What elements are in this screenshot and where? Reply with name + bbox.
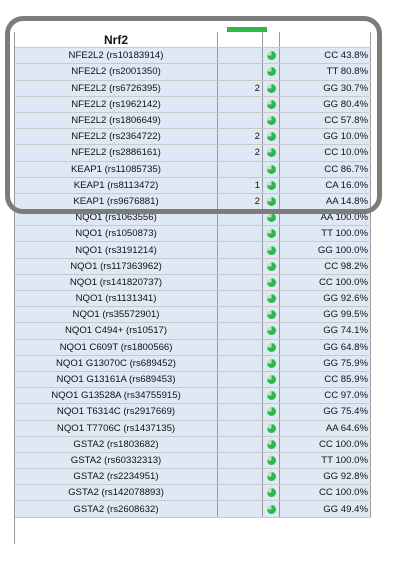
genotype-frequency-cell[interactable]: GG 75.4% <box>280 404 371 420</box>
snp-name-cell[interactable]: GSTA2 (rs2608632) <box>15 501 218 517</box>
genotype-frequency-cell[interactable]: AA 64.6% <box>280 420 371 436</box>
risk-count-cell[interactable] <box>218 274 263 290</box>
pie-chart-icon <box>267 310 276 319</box>
pie-icon-cell <box>263 112 280 128</box>
snp-name-cell[interactable]: NQO1 (rs141820737) <box>15 274 218 290</box>
gene-group-title: Nrf2 <box>15 32 218 48</box>
snp-name-cell[interactable]: NQO1 C609T (rs1800566) <box>15 339 218 355</box>
table-row[interactable] <box>15 291 371 307</box>
genotype-frequency-cell[interactable]: CC 57.8% <box>280 112 371 128</box>
table-row[interactable] <box>15 48 371 64</box>
risk-count-cell[interactable] <box>218 404 263 420</box>
snp-name-cell[interactable]: GSTA2 (rs1803682) <box>15 436 218 452</box>
snp-name-cell[interactable]: NQO1 (rs35572901) <box>15 307 218 323</box>
risk-count-cell[interactable] <box>218 388 263 404</box>
risk-count-cell[interactable] <box>218 452 263 468</box>
genotype-frequency-cell[interactable]: GG 74.1% <box>280 323 371 339</box>
table-row[interactable] <box>15 161 371 177</box>
pie-icon-cell <box>263 307 280 323</box>
genotype-frequency-cell[interactable]: CC 43.8% <box>280 48 371 64</box>
table-row[interactable] <box>15 436 371 452</box>
table-row[interactable] <box>15 210 371 226</box>
pie-icon-cell <box>263 177 280 193</box>
table-row[interactable] <box>15 129 371 145</box>
pie-icon-cell <box>263 420 280 436</box>
snp-name-cell[interactable]: GSTA2 (rs142078893) <box>15 485 218 501</box>
snp-name-cell[interactable]: NQO1 T7706C (rs1437135) <box>15 420 218 436</box>
genotype-frequency-cell[interactable]: CC 100.0% <box>280 436 371 452</box>
genotype-frequency-cell[interactable]: GG 64.8% <box>280 339 371 355</box>
header-icon-cell <box>263 32 280 48</box>
snp-name-cell[interactable]: NQO1 (rs1131341) <box>15 291 218 307</box>
genotype-frequency-cell[interactable]: GG 30.7% <box>280 80 371 96</box>
table-row[interactable] <box>15 388 371 404</box>
pie-chart-icon <box>267 424 276 433</box>
genotype-frequency-cell[interactable]: CC 100.0% <box>280 485 371 501</box>
pie-icon-cell <box>263 48 280 64</box>
risk-count-cell[interactable]: 2 <box>218 80 263 96</box>
genotype-frequency-cell[interactable]: CC 85.9% <box>280 371 371 387</box>
snp-name-cell[interactable]: NFE2L2 (rs2001350) <box>15 64 218 80</box>
risk-count-cell[interactable] <box>218 242 263 258</box>
snp-name-cell[interactable]: NFE2L2 (rs1806649) <box>15 112 218 128</box>
pie-icon-cell <box>263 258 280 274</box>
genotype-frequency-cell[interactable]: GG 80.4% <box>280 96 371 112</box>
pie-icon-cell <box>263 242 280 258</box>
risk-count-cell[interactable] <box>218 485 263 501</box>
risk-count-cell[interactable] <box>218 323 263 339</box>
genotype-frequency-cell[interactable]: CC 97.0% <box>280 388 371 404</box>
risk-count-cell[interactable] <box>218 48 263 64</box>
pie-chart-icon <box>267 262 276 271</box>
table-row[interactable] <box>15 371 371 387</box>
pie-chart-icon <box>267 84 276 93</box>
risk-count-cell[interactable] <box>218 436 263 452</box>
pie-icon-cell <box>263 193 280 209</box>
pie-chart-icon <box>267 326 276 335</box>
pie-chart-icon <box>267 67 276 76</box>
pie-chart-icon <box>267 213 276 222</box>
snp-name-cell[interactable]: GSTA2 (rs2234951) <box>15 469 218 485</box>
pie-chart-icon <box>267 165 276 174</box>
pie-icon-cell <box>263 145 280 161</box>
snp-name-cell[interactable]: NQO1 (rs1050873) <box>15 226 218 242</box>
pie-icon-cell <box>263 371 280 387</box>
genotype-frequency-cell[interactable]: GG 99.5% <box>280 307 371 323</box>
snp-name-cell[interactable]: NFE2L2 (rs10183914) <box>15 48 218 64</box>
snp-name-cell[interactable]: NFE2L2 (rs2364722) <box>15 129 218 145</box>
pie-icon-cell <box>263 436 280 452</box>
risk-count-cell[interactable] <box>218 64 263 80</box>
pie-chart-icon <box>267 472 276 481</box>
snp-table <box>15 32 371 518</box>
pie-chart-icon <box>267 181 276 190</box>
pie-icon-cell <box>263 96 280 112</box>
snp-name-cell[interactable]: NQO1 C494+ (rs10517) <box>15 323 218 339</box>
risk-count-cell[interactable] <box>218 96 263 112</box>
pie-icon-cell <box>263 388 280 404</box>
genotype-frequency-cell[interactable]: GG 92.6% <box>280 291 371 307</box>
genotype-frequency-cell[interactable]: CA 16.0% <box>280 177 371 193</box>
genotype-frequency-cell[interactable]: CC 86.7% <box>280 161 371 177</box>
risk-count-cell[interactable] <box>218 161 263 177</box>
risk-count-cell[interactable] <box>218 291 263 307</box>
pie-icon-cell <box>263 501 280 517</box>
risk-count-cell[interactable] <box>218 469 263 485</box>
risk-count-cell[interactable] <box>218 307 263 323</box>
table-row[interactable] <box>15 307 371 323</box>
pie-chart-icon <box>267 246 276 255</box>
pie-chart-icon <box>267 51 276 60</box>
genotype-frequency-cell[interactable]: GG 49.4% <box>280 501 371 517</box>
table-row[interactable] <box>15 258 371 274</box>
risk-count-cell[interactable]: 2 <box>218 129 263 145</box>
risk-count-cell[interactable] <box>218 371 263 387</box>
risk-count-cell[interactable]: 2 <box>218 193 263 209</box>
snp-name-cell[interactable]: NQO1 (rs1063556) <box>15 210 218 226</box>
snp-name-cell[interactable]: GSTA2 (rs60332313) <box>15 452 218 468</box>
genotype-frequency-cell[interactable]: TT 100.0% <box>280 452 371 468</box>
pie-chart-icon <box>267 116 276 125</box>
snp-name-cell[interactable]: KEAP1 (rs9676881) <box>15 193 218 209</box>
pie-icon-cell <box>263 485 280 501</box>
snp-name-cell[interactable]: NFE2L2 (rs1962142) <box>15 96 218 112</box>
genotype-frequency-cell[interactable]: AA 100.0% <box>280 210 371 226</box>
genotype-frequency-cell[interactable]: CC 98.2% <box>280 258 371 274</box>
table-row[interactable] <box>15 226 371 242</box>
table-row[interactable] <box>15 452 371 468</box>
genotype-frequency-cell[interactable]: CC 10.0% <box>280 145 371 161</box>
pie-icon-cell <box>263 64 280 80</box>
pie-chart-icon <box>267 505 276 514</box>
pie-icon-cell <box>263 129 280 145</box>
header-genotype-cell <box>280 32 371 48</box>
table-row[interactable] <box>15 193 371 209</box>
table-row[interactable] <box>15 80 371 96</box>
snp-name-cell[interactable]: NFE2L2 (rs2886161) <box>15 145 218 161</box>
pie-chart-icon <box>267 391 276 400</box>
pie-chart-icon <box>267 278 276 287</box>
genotype-frequency-cell[interactable]: GG 10.0% <box>280 129 371 145</box>
pie-icon-cell <box>263 291 280 307</box>
risk-count-cell[interactable] <box>218 210 263 226</box>
pie-chart-icon <box>267 343 276 352</box>
pie-chart-icon <box>267 488 276 497</box>
risk-count-cell[interactable] <box>218 339 263 355</box>
genotype-frequency-cell[interactable]: AA 14.8% <box>280 193 371 209</box>
pie-icon-cell <box>263 339 280 355</box>
pie-icon-cell <box>263 161 280 177</box>
table-row[interactable] <box>15 242 371 258</box>
snp-name-cell[interactable]: NQO1 (rs3191214) <box>15 242 218 258</box>
snp-name-cell[interactable]: NQO1 G13528A (rs34755915) <box>15 388 218 404</box>
pie-chart-icon <box>267 440 276 449</box>
snp-name-cell[interactable]: NQO1 (rs117363962) <box>15 258 218 274</box>
genotype-frequency-cell[interactable]: TT 80.8% <box>280 64 371 80</box>
table-row[interactable] <box>15 355 371 371</box>
genotype-frequency-cell[interactable]: GG 100.0% <box>280 242 371 258</box>
table-row[interactable] <box>15 404 371 420</box>
pie-chart-icon <box>267 375 276 384</box>
table-row[interactable] <box>15 96 371 112</box>
pie-icon-cell <box>263 80 280 96</box>
snp-name-cell[interactable]: KEAP1 (rs8113472) <box>15 177 218 193</box>
genotype-frequency-cell[interactable]: GG 92.8% <box>280 469 371 485</box>
header-count-cell <box>218 32 263 48</box>
pie-chart-icon <box>267 148 276 157</box>
snp-name-cell[interactable]: NFE2L2 (rs6726395) <box>15 80 218 96</box>
risk-count-cell[interactable]: 2 <box>218 145 263 161</box>
table-row[interactable] <box>15 469 371 485</box>
pie-icon-cell <box>263 355 280 371</box>
risk-count-cell[interactable] <box>218 420 263 436</box>
table-row[interactable] <box>15 112 371 128</box>
pie-chart-icon <box>267 294 276 303</box>
genotype-frequency-cell[interactable]: CC 100.0% <box>280 274 371 290</box>
table-row[interactable] <box>15 485 371 501</box>
pie-icon-cell <box>263 404 280 420</box>
risk-count-cell[interactable] <box>218 226 263 242</box>
snp-name-cell[interactable]: NQO1 G13070C (rs689452) <box>15 355 218 371</box>
snp-name-cell[interactable]: NQO1 T6314C (rs2917669) <box>15 404 218 420</box>
genotype-frequency-cell[interactable]: TT 100.0% <box>280 226 371 242</box>
risk-count-cell[interactable]: 1 <box>218 177 263 193</box>
risk-count-cell[interactable] <box>218 112 263 128</box>
risk-count-cell[interactable] <box>218 355 263 371</box>
table-header-row <box>15 32 371 48</box>
table-row[interactable] <box>15 420 371 436</box>
table-row[interactable] <box>15 274 371 290</box>
table-row[interactable] <box>15 177 371 193</box>
pie-chart-icon <box>267 100 276 109</box>
pie-icon-cell <box>263 210 280 226</box>
snp-name-cell[interactable]: NQO1 G13161A (rs689453) <box>15 371 218 387</box>
snp-name-cell[interactable]: KEAP1 (rs11085735) <box>15 161 218 177</box>
pie-chart-icon <box>267 359 276 368</box>
risk-count-cell[interactable] <box>218 501 263 517</box>
table-row[interactable] <box>15 145 371 161</box>
pie-chart-icon <box>267 229 276 238</box>
pie-icon-cell <box>263 452 280 468</box>
table-row[interactable] <box>15 339 371 355</box>
pie-icon-cell <box>263 274 280 290</box>
pie-icon-cell <box>263 469 280 485</box>
pie-chart-icon <box>267 132 276 141</box>
genotype-frequency-cell[interactable]: GG 75.9% <box>280 355 371 371</box>
table-row[interactable] <box>15 323 371 339</box>
pie-icon-cell <box>263 226 280 242</box>
table-row[interactable] <box>15 64 371 80</box>
pie-chart-icon <box>267 456 276 465</box>
table-row[interactable] <box>15 501 371 517</box>
pie-icon-cell <box>263 323 280 339</box>
risk-count-cell[interactable] <box>218 258 263 274</box>
pie-chart-icon <box>267 407 276 416</box>
pie-chart-icon <box>267 197 276 206</box>
